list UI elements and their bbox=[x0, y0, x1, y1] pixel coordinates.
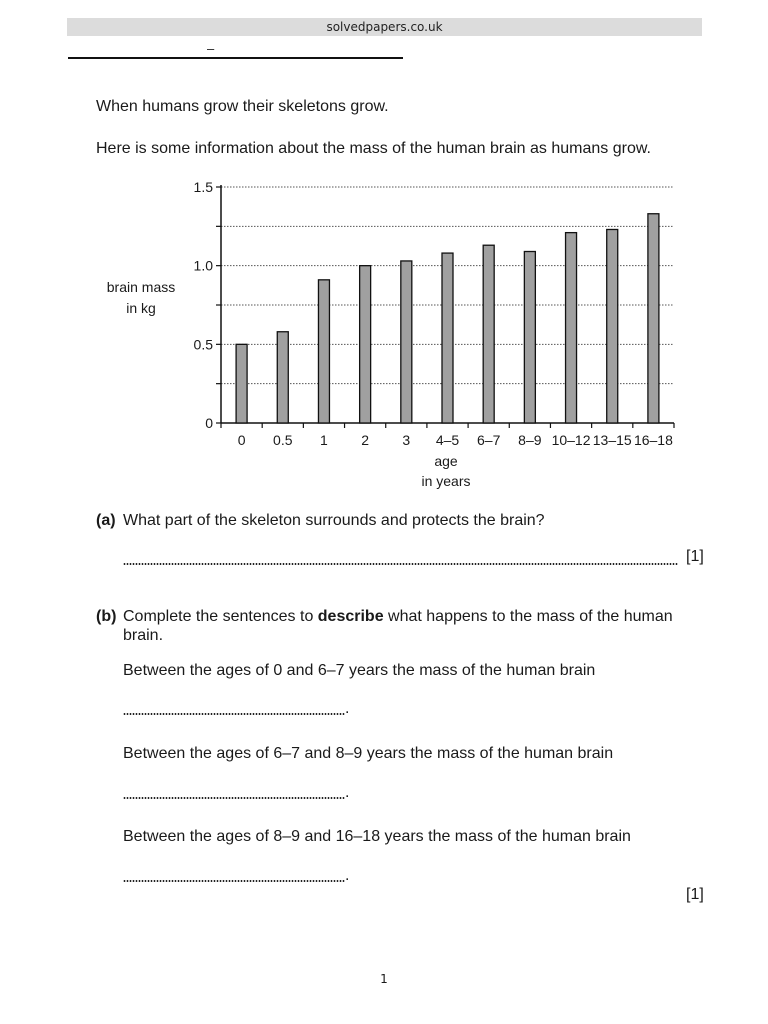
sentence-3: Between the ages of 8–9 and 16–18 years the mass of the human brain bbox=[123, 828, 631, 845]
answer-line-b1[interactable] bbox=[123, 713, 345, 715]
x-axis-label: age bbox=[434, 453, 458, 469]
sentence-1: Between the ages of 0 and 6–7 years the mass of the human brain bbox=[123, 662, 596, 679]
y-tick-label: 0.5 bbox=[193, 336, 213, 353]
question-b-text-line2: brain. bbox=[123, 627, 164, 644]
question-b-text-pre: Complete the sentences to bbox=[123, 608, 318, 625]
x-tick-label: 4–5 bbox=[435, 432, 460, 448]
bar bbox=[524, 252, 535, 423]
y-axis-label: brain mass bbox=[106, 279, 176, 295]
intro-line-2: Here is some information about the mass of the human brain as humans grow. bbox=[96, 140, 651, 157]
y-tick-label: 1.5 bbox=[193, 179, 213, 195]
bar bbox=[401, 261, 412, 423]
bar bbox=[442, 253, 453, 423]
x-tick-label: 6–7 bbox=[477, 432, 501, 448]
site-name: solvedpapers.co.uk bbox=[326, 20, 443, 34]
bar bbox=[318, 280, 329, 423]
x-tick-label: 0 bbox=[237, 432, 246, 448]
header-rule bbox=[68, 57, 403, 59]
bar bbox=[566, 233, 577, 423]
question-a-label: (a) bbox=[96, 512, 116, 529]
bar bbox=[607, 229, 618, 423]
y-tick-label: 1.0 bbox=[193, 257, 213, 274]
x-tick-label: 2 bbox=[361, 432, 370, 448]
answer-line-b2[interactable] bbox=[123, 797, 345, 799]
answer-end-b1: . bbox=[345, 700, 350, 717]
x-tick-label: 10–12 bbox=[551, 432, 591, 448]
question-b-label: (b) bbox=[96, 608, 117, 625]
question-a-mark: [1] bbox=[686, 548, 704, 565]
x-tick-label: 1 bbox=[320, 432, 328, 448]
question-b-text-post: what happens to the mass of the human bbox=[383, 608, 673, 625]
x-tick-label: 16–18 bbox=[633, 432, 673, 448]
brain-mass-bar-chart bbox=[90, 172, 690, 492]
answer-end-b2: . bbox=[345, 784, 350, 801]
answer-end-b3: . bbox=[345, 867, 350, 884]
answer-line-a[interactable] bbox=[123, 563, 678, 565]
intro-line-1: When humans grow their skeletons grow. bbox=[96, 98, 389, 115]
x-tick-label: 0.5 bbox=[273, 432, 293, 448]
x-tick-label: 8–9 bbox=[518, 432, 542, 448]
bar bbox=[648, 214, 659, 423]
question-a-text: What part of the skeleton surrounds and protects the brain? bbox=[123, 512, 545, 529]
x-tick-label: 3 bbox=[402, 432, 411, 448]
y-tick-label: 0 bbox=[205, 415, 213, 431]
x-tick-label: 13–15 bbox=[592, 432, 632, 448]
bar bbox=[236, 344, 247, 423]
bar bbox=[277, 332, 288, 423]
question-b-mark: [1] bbox=[686, 886, 704, 903]
page-number: 1 bbox=[380, 972, 388, 986]
sentence-2: Between the ages of 6–7 and 8–9 years the mass of the human brain bbox=[123, 745, 614, 762]
header-dash: – bbox=[207, 41, 215, 56]
bar bbox=[360, 266, 371, 423]
x-axis-label: in years bbox=[421, 473, 471, 489]
question-b-text-bold: describe bbox=[317, 608, 384, 625]
question-b-text bbox=[123, 607, 673, 627]
bar bbox=[483, 245, 494, 423]
answer-line-b3[interactable] bbox=[123, 880, 345, 882]
header-bar bbox=[67, 18, 702, 36]
y-axis-label: in kg bbox=[126, 300, 156, 316]
